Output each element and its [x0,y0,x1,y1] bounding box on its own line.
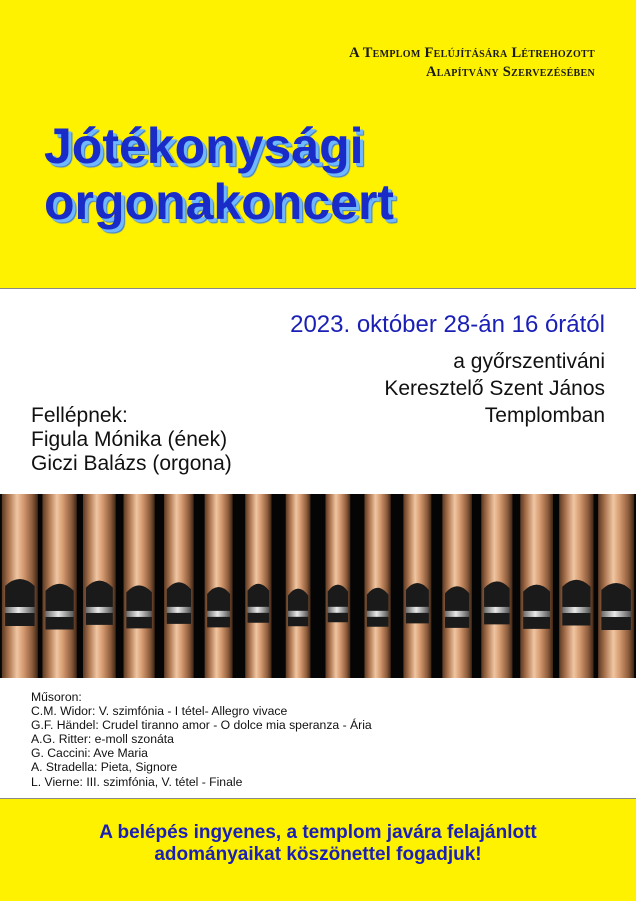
organ-pipe-lip [445,611,469,617]
program-item: A. Stradella: Pieta, Signore [31,760,178,775]
program-item: A.G. Ritter: e-moll szonáta [31,732,174,747]
program-list [31,690,591,789]
organ-pipe-lip [328,607,348,613]
organ-pipe-lip [46,611,74,617]
footer-note [40,822,596,866]
organ-pipe-lip [5,607,35,613]
organ-pipe-lip [126,611,152,617]
organ-pipe-mouth [86,581,113,625]
program-item: G. Caccini: Ave Maria [31,746,148,761]
organ-pipe-lip [167,607,191,613]
performers-block [31,404,331,476]
organ-pipe-lip [523,611,550,617]
event-date: 2023. október 28-án 16 órától [290,311,605,338]
organ-pipe-lip [288,611,308,617]
program-item: G.F. Händel: Crudel tiranno amor - O dolce mia speranza - Ária [31,718,372,733]
title-line-2: orgonakoncert [44,174,395,230]
organ-pipe-lip [367,611,389,617]
organ-pipe [205,494,233,678]
organ-pipe-mouth [445,586,469,628]
footer-line-2: adományaikat köszönettel fogadjuk! [154,844,482,865]
organ-pipe-mouth [484,581,510,624]
footer-line-1: A belépés ingyenes, a templom javára felajánlott [99,822,537,843]
organ-pipe-lip [207,611,230,617]
organ-pipe-mouth [562,580,590,626]
organ-pipe-lip [86,607,113,613]
organ-pipe [364,494,390,678]
performer-item: Figula Mónika (ének) [31,428,228,451]
organ-pipe-mouth [248,584,270,623]
title-line-1: Jótékonysági [44,118,364,174]
organ-pipe-mouth [167,582,191,624]
organ-pipe-mouth [126,585,152,628]
organ-pipe-lip [601,611,631,617]
program-item: C.M. Widor: V. szimfónia - I tétel- Allegro vivace [31,704,288,719]
organ-pipe-mouth [601,583,631,630]
organ-pipe-lip [484,607,510,613]
venue-line-2: Keresztelő Szent János [384,377,605,400]
organ-pipe-mouth [5,579,35,626]
organ-pipe-mouth [207,587,230,627]
venue-line-1: a győrszentiváni [453,350,605,373]
venue-line-3: Templomban [484,404,605,427]
performer-item: Giczi Balázs (orgona) [31,452,232,475]
organ-pipes-photo [0,494,636,678]
organ-pipe-mouth [406,583,429,623]
performers-heading: Fellépnek: [31,404,128,427]
organizer-line-2: Alapítvány Szervezésében [425,64,595,80]
organ-pipe-mouth [288,589,308,627]
organ-pipe [286,494,311,678]
program-item: L. Vierne: III. szimfónia, V. tétel - Finale [31,774,243,789]
organ-pipe-lip [406,607,429,613]
organ-pipe [442,494,472,678]
organizer-line-1: A Templom Felújítására Létrehozott [349,45,595,61]
organ-pipe-mouth [523,585,550,629]
poster-title [44,118,604,230]
organ-pipes-illustration [0,494,636,678]
organ-pipe-mouth [328,585,348,623]
organ-pipe-lip [562,607,590,613]
organ-pipe-mouth [367,588,389,627]
organ-pipe-mouth [46,584,74,630]
program-heading: Műsoron: [31,690,82,704]
organ-pipe-lip [248,607,270,613]
organizer-note [200,44,595,82]
